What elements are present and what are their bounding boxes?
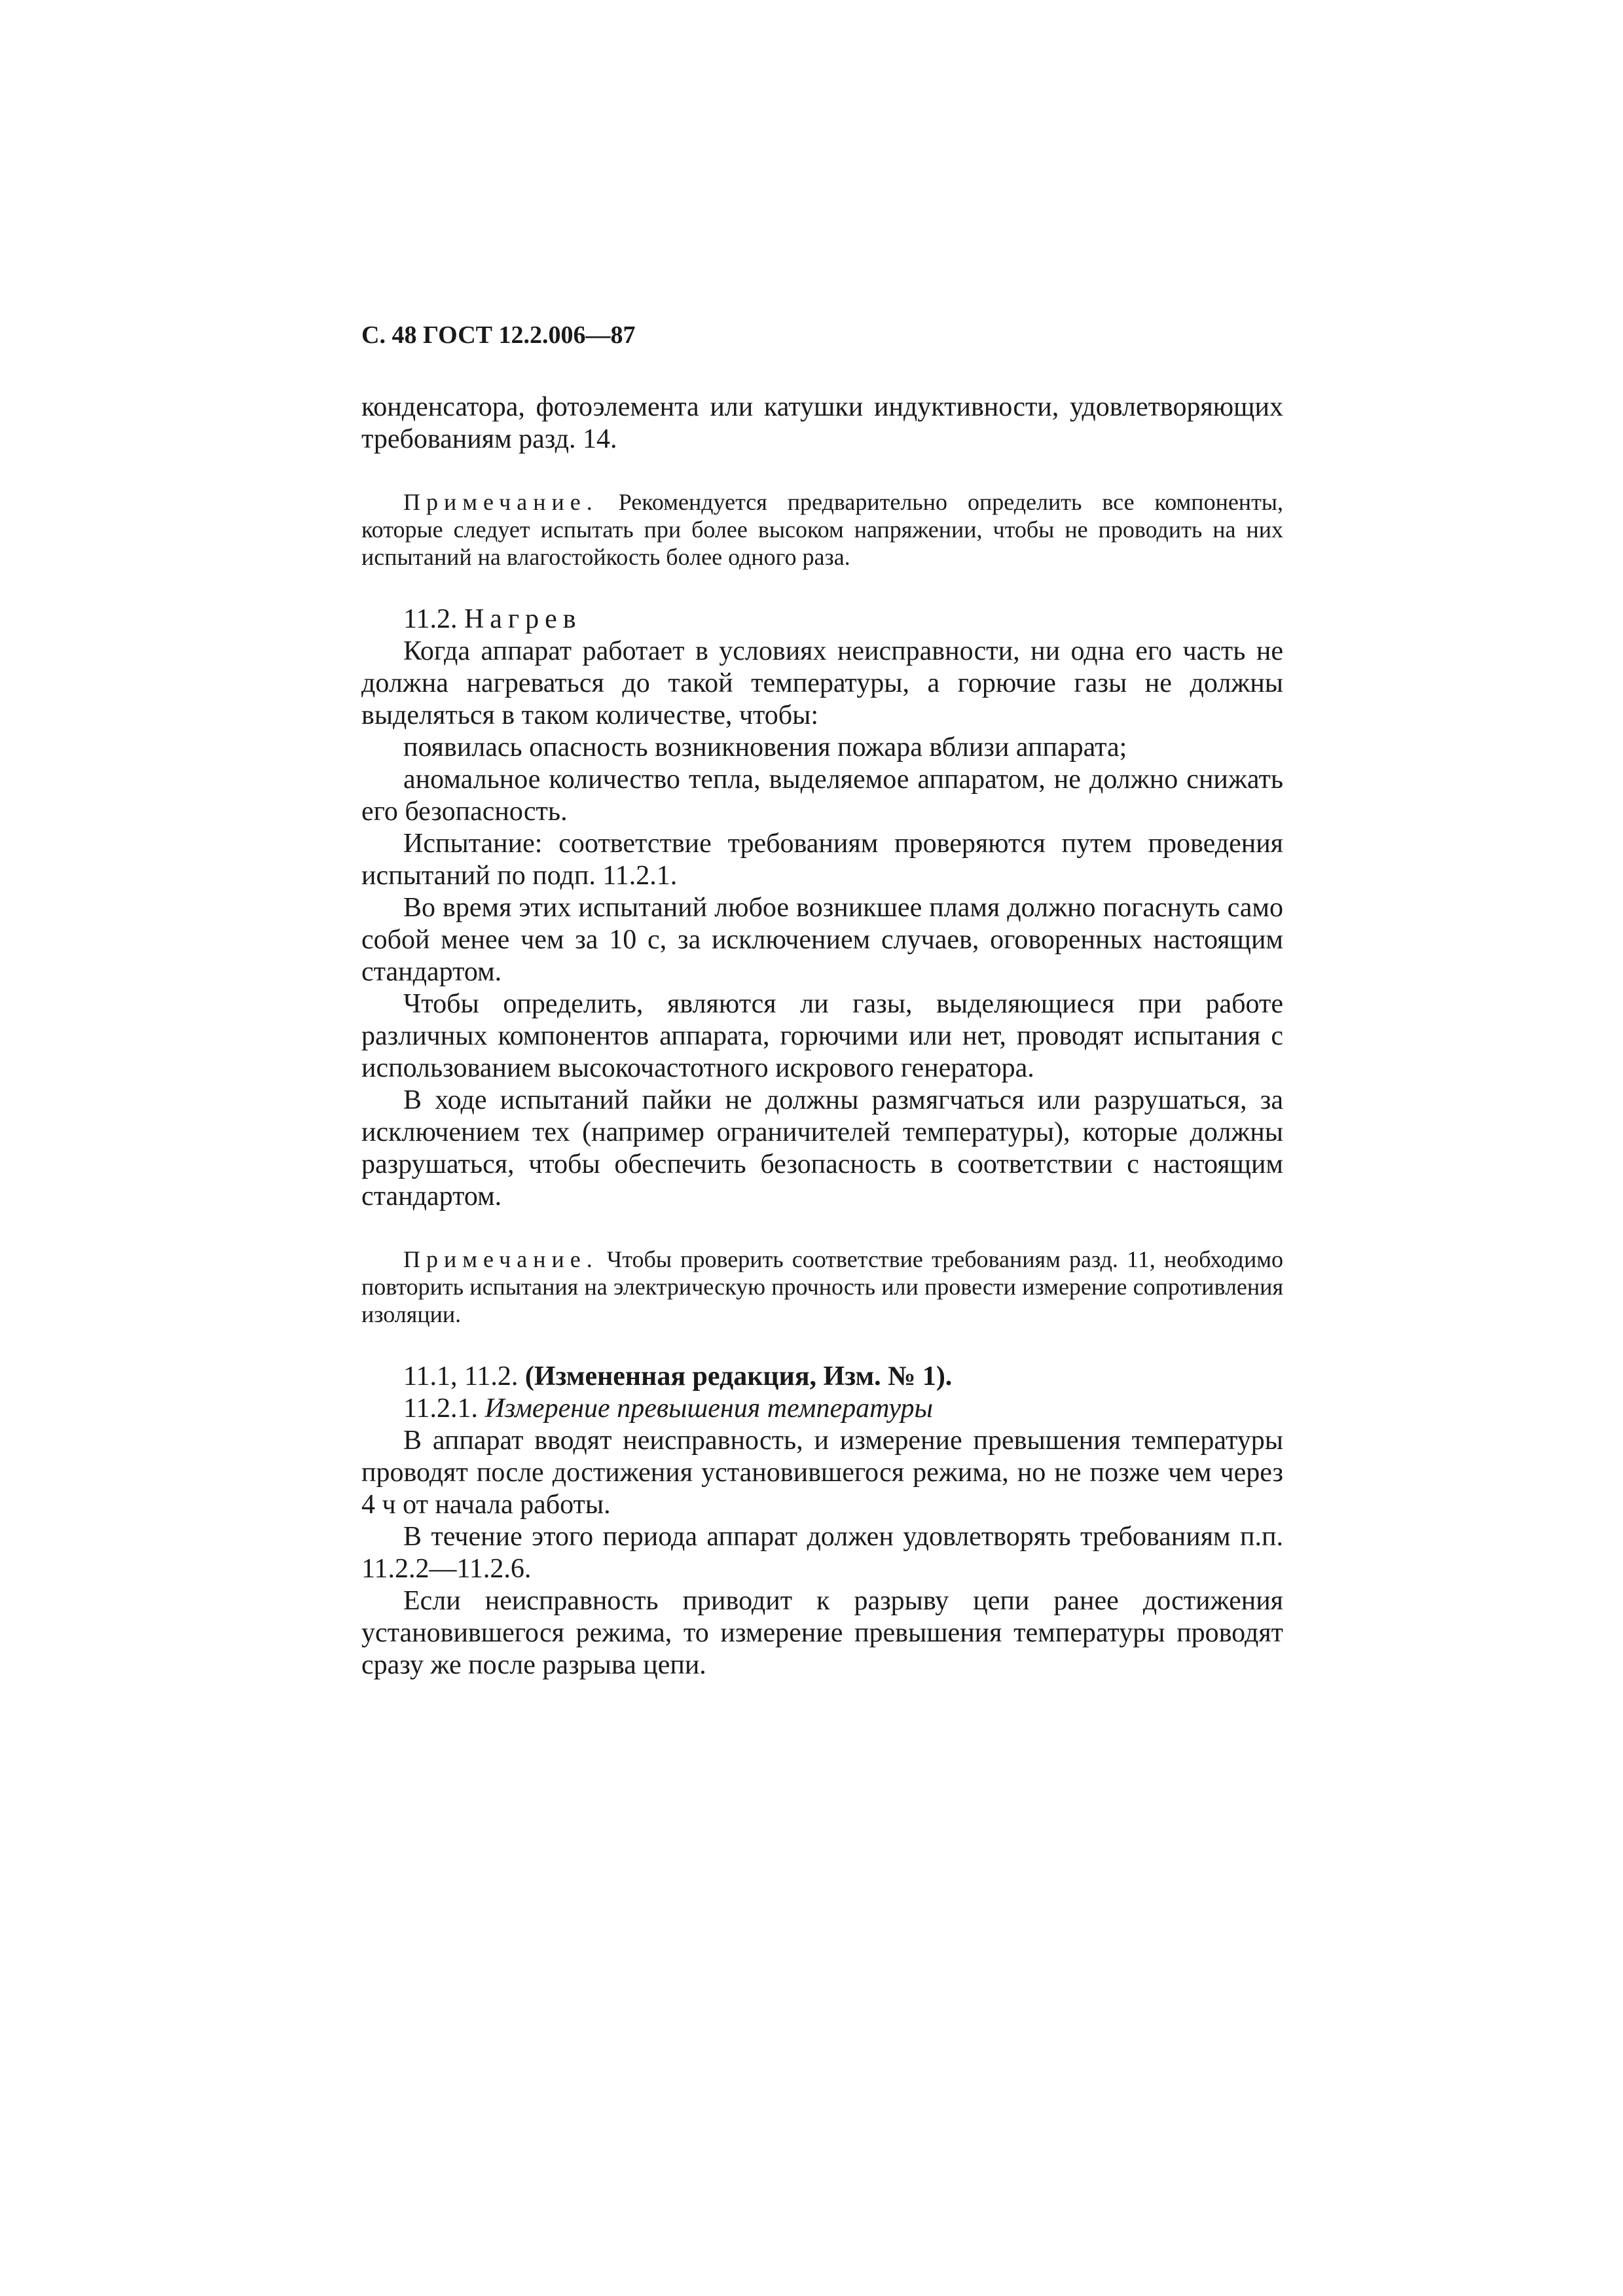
paragraph-3: аномальное количество тепла, выделяемое аппаратом, не должно снижать его безопасность. <box>361 764 1283 827</box>
note-2 <box>361 1246 1283 1328</box>
section-11-2-title: Нагрев <box>464 604 582 634</box>
paragraph-6: Чтобы определить, являются ли газы, выделяющиеся при работе различных компонентов аппарата, горючими или нет, проводят испытания с использованием высокочастотного искрового генератора. <box>361 989 1283 1083</box>
paragraph-1: Когда аппарат работает в условиях неисправности, ни одна его часть не должна нагреваться до такой температуры, а горючие газы не должны выделяться в таком количестве, чтобы: <box>361 636 1283 730</box>
paragraph-7: В ходе испытаний пайки не должны размягчаться или разрушаться, за исключением тех (например ограничителей температуры), которые должны разрушаться, чтобы обеспечить безопасность в соответствии с настоящим стандартом. <box>361 1085 1283 1211</box>
note-1 <box>361 488 1283 571</box>
paragraph-2: появилась опасность возникновения пожара вблизи аппарата; <box>403 732 1127 762</box>
paragraph-10: Если неисправность приводит к разрыву цепи ранее достижения установившегося режима, то измерение превышения температуры проводят сразу же после разрыва цепи. <box>361 1586 1283 1680</box>
section-11-2-number: 11.2. <box>403 604 464 634</box>
note-1-paragraph <box>361 488 1283 571</box>
paragraph-8: В аппарат вводят неисправность, и измерение превышения температуры проводят после достижения установившегося режима, но не позже чем через 4 ч от начала работы. <box>361 1426 1283 1520</box>
note-2-label: Примечание. <box>403 1246 598 1272</box>
section-11-2-1-heading <box>361 1393 1283 1425</box>
section-11-2-heading <box>361 603 1283 636</box>
amendment-prefix: 11.1, 11.2. <box>403 1361 525 1391</box>
paragraph-5: Во время этих испытаний любое возникшее пламя должно погаснуть само собой менее чем за 10 с, за исключением случаев, оговоренных настоящим стандартом. <box>361 893 1283 987</box>
note-1-text: Рекомендуется предварительно определить все компоненты, которые следует испытать при более высоком напряжении, чтобы не проводить на них испытаний на влагостойкость более одного раза. <box>361 489 1283 570</box>
note-2-paragraph <box>361 1246 1283 1328</box>
running-head: С. 48 ГОСТ 12.2.006—87 <box>361 321 636 349</box>
note-2-text: Чтобы проверить соответствие требованиям разд. 11, необходимо повторить испытания на электрическую прочность или провести измерение сопротивления изоляции. <box>361 1246 1283 1327</box>
note-1-label: Примечание. <box>403 489 598 515</box>
body-text <box>361 391 1283 456</box>
section-11-2-1-title: Измерение превышения температуры <box>484 1393 933 1424</box>
paragraph-9: В течение этого периода аппарат должен удовлетворять требованиям п.п. 11.2.2—11.2.6. <box>361 1522 1283 1584</box>
document-page <box>361 319 1283 1681</box>
amendment-line <box>361 1361 1283 1393</box>
paragraph-intro: конденсатора, фотоэлемента или катушки индуктивности, удовлетворяющих требованиям разд. 14. <box>361 392 1283 454</box>
paragraph-4: Испытание: соответствие требованиям проверяются путем проведения испытаний по подп. 11.2.1. <box>361 829 1283 891</box>
section-11-2-1-number: 11.2.1. <box>403 1393 485 1424</box>
section-11-2-1 <box>361 1361 1283 1681</box>
section-11-2 <box>361 603 1283 1213</box>
amendment-text: (Измененная редакция, Изм. № 1). <box>524 1361 953 1391</box>
